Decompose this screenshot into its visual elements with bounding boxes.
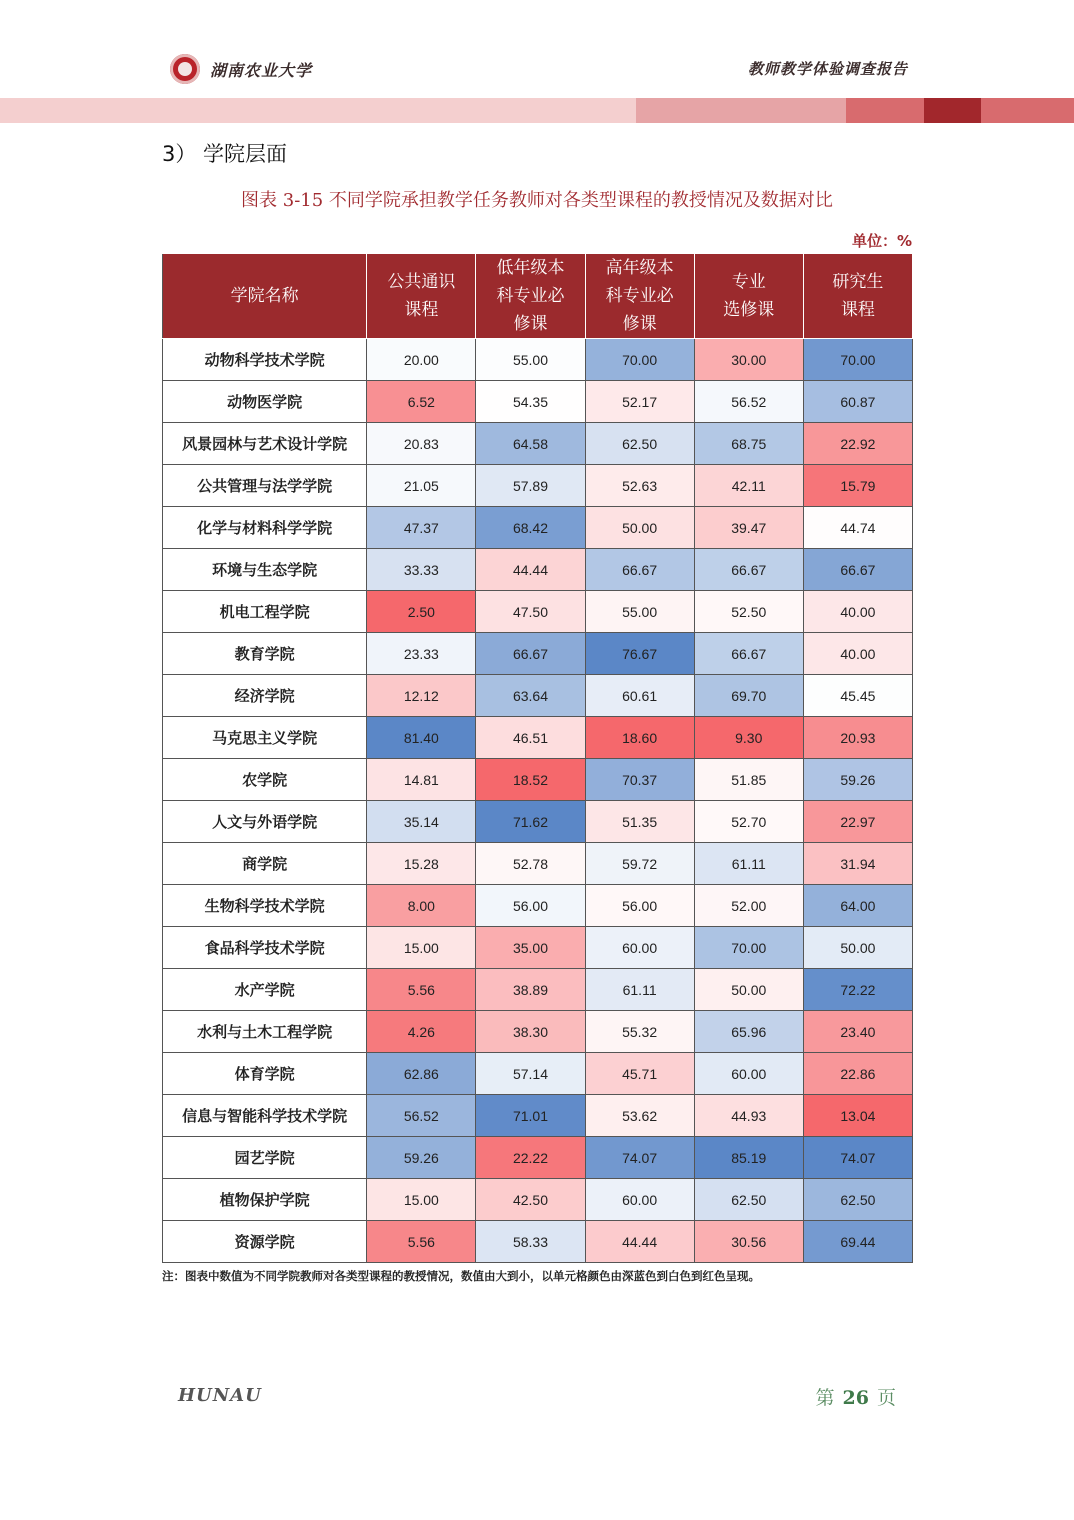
university-logo-icon (170, 54, 200, 84)
value-cell: 52.00 (694, 885, 803, 927)
college-name-cell: 教育学院 (163, 633, 367, 675)
value-cell: 64.00 (803, 885, 912, 927)
value-cell: 22.97 (803, 801, 912, 843)
value-cell: 23.33 (367, 633, 476, 675)
value-cell: 74.07 (803, 1137, 912, 1179)
value-cell: 68.42 (476, 507, 585, 549)
value-cell: 70.00 (694, 927, 803, 969)
value-cell: 44.93 (694, 1095, 803, 1137)
table-row (163, 381, 913, 423)
table-row (163, 969, 913, 1011)
value-cell: 9.30 (694, 717, 803, 759)
value-cell: 62.50 (585, 423, 694, 465)
value-cell: 15.28 (367, 843, 476, 885)
value-cell: 66.67 (476, 633, 585, 675)
college-name-cell: 生物科学技术学院 (163, 885, 367, 927)
value-cell: 62.50 (694, 1179, 803, 1221)
header-band-segment (0, 98, 636, 123)
value-cell: 35.00 (476, 927, 585, 969)
value-cell: 53.62 (585, 1095, 694, 1137)
heatmap-table (162, 253, 913, 1263)
value-cell: 5.56 (367, 969, 476, 1011)
college-name-cell: 植物保护学院 (163, 1179, 367, 1221)
table-caption: 图表 3-15 不同学院承担教学任务教师对各类型课程的教授情况及数据对比 (241, 190, 833, 211)
value-cell: 45.71 (585, 1053, 694, 1095)
table-row (163, 759, 913, 801)
report-title: 教师教学体验调查报告 (747, 60, 908, 78)
page-header (0, 0, 1074, 125)
table-row (163, 1221, 913, 1263)
value-cell: 15.00 (367, 1179, 476, 1221)
value-cell: 63.64 (476, 675, 585, 717)
table-row (163, 885, 913, 927)
value-cell: 52.78 (476, 843, 585, 885)
college-name-cell: 水产学院 (163, 969, 367, 1011)
value-cell: 15.79 (803, 465, 912, 507)
value-cell: 5.56 (367, 1221, 476, 1263)
value-cell: 60.87 (803, 381, 912, 423)
value-cell: 70.00 (803, 339, 912, 381)
value-cell: 85.19 (694, 1137, 803, 1179)
value-cell: 4.26 (367, 1011, 476, 1053)
college-name-cell: 动物医学院 (163, 381, 367, 423)
header-band-segment (924, 98, 981, 123)
table-body (163, 339, 913, 1263)
value-cell: 71.01 (476, 1095, 585, 1137)
value-cell: 38.89 (476, 969, 585, 1011)
value-cell: 46.51 (476, 717, 585, 759)
table-row (163, 507, 913, 549)
value-cell: 52.63 (585, 465, 694, 507)
value-cell: 42.11 (694, 465, 803, 507)
table-row (163, 465, 913, 507)
value-cell: 60.00 (585, 1179, 694, 1221)
value-cell: 23.40 (803, 1011, 912, 1053)
value-cell: 45.45 (803, 675, 912, 717)
value-cell: 57.14 (476, 1053, 585, 1095)
value-cell: 30.00 (694, 339, 803, 381)
table-row (163, 423, 913, 465)
value-cell: 69.70 (694, 675, 803, 717)
table-row (163, 675, 913, 717)
value-cell: 20.00 (367, 339, 476, 381)
value-cell: 40.00 (803, 633, 912, 675)
value-cell: 20.83 (367, 423, 476, 465)
value-cell: 50.00 (585, 507, 694, 549)
unit-label: 单位：% (851, 232, 912, 250)
value-cell: 30.56 (694, 1221, 803, 1263)
value-cell: 66.67 (585, 549, 694, 591)
value-cell: 52.70 (694, 801, 803, 843)
college-name-cell: 马克思主义学院 (163, 717, 367, 759)
college-name-cell: 动物科学技术学院 (163, 339, 367, 381)
value-cell: 56.52 (367, 1095, 476, 1137)
value-cell: 14.81 (367, 759, 476, 801)
college-name-cell: 商学院 (163, 843, 367, 885)
college-name-cell: 体育学院 (163, 1053, 367, 1095)
header-band-segment (981, 98, 1074, 123)
table-row (163, 633, 913, 675)
table-row (163, 549, 913, 591)
college-name-cell: 公共管理与法学学院 (163, 465, 367, 507)
value-cell: 56.00 (476, 885, 585, 927)
value-cell: 74.07 (585, 1137, 694, 1179)
value-cell: 52.50 (694, 591, 803, 633)
value-cell: 22.92 (803, 423, 912, 465)
header-band-segment (846, 98, 924, 123)
value-cell: 55.00 (476, 339, 585, 381)
value-cell: 44.44 (476, 549, 585, 591)
value-cell: 70.37 (585, 759, 694, 801)
value-cell: 44.74 (803, 507, 912, 549)
college-name-cell: 园艺学院 (163, 1137, 367, 1179)
value-cell: 56.52 (694, 381, 803, 423)
college-name-cell: 资源学院 (163, 1221, 367, 1263)
value-cell: 8.00 (367, 885, 476, 927)
table-row (163, 927, 913, 969)
value-cell: 81.40 (367, 717, 476, 759)
value-cell: 71.62 (476, 801, 585, 843)
value-cell: 20.93 (803, 717, 912, 759)
value-cell: 66.67 (694, 549, 803, 591)
value-cell: 64.58 (476, 423, 585, 465)
table-row (163, 1179, 913, 1221)
college-name-cell: 经济学院 (163, 675, 367, 717)
value-cell: 72.22 (803, 969, 912, 1011)
column-header: 高年级本 科专业必 修课 (585, 254, 694, 339)
value-cell: 15.00 (367, 927, 476, 969)
college-name-cell: 农学院 (163, 759, 367, 801)
column-header: 研究生 课程 (803, 254, 912, 339)
column-header: 专业 选修课 (694, 254, 803, 339)
college-name-cell: 机电工程学院 (163, 591, 367, 633)
value-cell: 38.30 (476, 1011, 585, 1053)
college-name-cell: 环境与生态学院 (163, 549, 367, 591)
value-cell: 22.22 (476, 1137, 585, 1179)
value-cell: 56.00 (585, 885, 694, 927)
value-cell: 33.33 (367, 549, 476, 591)
value-cell: 35.14 (367, 801, 476, 843)
value-cell: 60.00 (694, 1053, 803, 1095)
value-cell: 22.86 (803, 1053, 912, 1095)
column-header: 学院名称 (163, 254, 367, 339)
value-cell: 58.33 (476, 1221, 585, 1263)
table-row (163, 591, 913, 633)
table-row (163, 1053, 913, 1095)
value-cell: 55.32 (585, 1011, 694, 1053)
college-name-cell: 信息与智能科学技术学院 (163, 1095, 367, 1137)
college-name-cell: 化学与材料科学学院 (163, 507, 367, 549)
value-cell: 60.61 (585, 675, 694, 717)
page-number-value: 26 (842, 1387, 869, 1409)
table-row (163, 1137, 913, 1179)
value-cell: 50.00 (694, 969, 803, 1011)
value-cell: 44.44 (585, 1221, 694, 1263)
table-row (163, 801, 913, 843)
page-suffix: 页 (876, 1387, 896, 1409)
college-name-cell: 食品科学技术学院 (163, 927, 367, 969)
value-cell: 47.37 (367, 507, 476, 549)
value-cell: 65.96 (694, 1011, 803, 1053)
value-cell: 57.89 (476, 465, 585, 507)
value-cell: 2.50 (367, 591, 476, 633)
section-title: 3） 学院层面 (162, 142, 288, 166)
college-name-cell: 风景园林与艺术设计学院 (163, 423, 367, 465)
value-cell: 66.67 (694, 633, 803, 675)
value-cell: 61.11 (694, 843, 803, 885)
table-note: 注：图表中数值为不同学院教师对各类型课程的教授情况，数值由大到小，以单元格颜色由深蓝色到白色到红色呈现。 (162, 1269, 760, 1283)
college-name-cell: 人文与外语学院 (163, 801, 367, 843)
value-cell: 6.52 (367, 381, 476, 423)
value-cell: 59.26 (803, 759, 912, 801)
table-row (163, 717, 913, 759)
value-cell: 62.50 (803, 1179, 912, 1221)
value-cell: 70.00 (585, 339, 694, 381)
table-row (163, 1095, 913, 1137)
page-number (816, 1383, 896, 1410)
value-cell: 68.75 (694, 423, 803, 465)
table-row (163, 339, 913, 381)
value-cell: 42.50 (476, 1179, 585, 1221)
value-cell: 18.60 (585, 717, 694, 759)
value-cell: 59.26 (367, 1137, 476, 1179)
value-cell: 52.17 (585, 381, 694, 423)
university-name: 湖南农业大学 (210, 61, 313, 80)
value-cell: 76.67 (585, 633, 694, 675)
value-cell: 62.86 (367, 1053, 476, 1095)
footer-logo: HUNAU (178, 1385, 262, 1406)
value-cell: 21.05 (367, 465, 476, 507)
value-cell: 31.94 (803, 843, 912, 885)
value-cell: 55.00 (585, 591, 694, 633)
column-header: 公共通识 课程 (367, 254, 476, 339)
value-cell: 59.72 (585, 843, 694, 885)
value-cell: 12.12 (367, 675, 476, 717)
header-band-segment (636, 98, 846, 123)
value-cell: 47.50 (476, 591, 585, 633)
value-cell: 66.67 (803, 549, 912, 591)
value-cell: 69.44 (803, 1221, 912, 1263)
college-name-cell: 水利与土木工程学院 (163, 1011, 367, 1053)
table-row (163, 1011, 913, 1053)
value-cell: 51.35 (585, 801, 694, 843)
table-header-row (163, 254, 913, 339)
value-cell: 61.11 (585, 969, 694, 1011)
value-cell: 51.85 (694, 759, 803, 801)
table-row (163, 843, 913, 885)
value-cell: 54.35 (476, 381, 585, 423)
value-cell: 50.00 (803, 927, 912, 969)
value-cell: 13.04 (803, 1095, 912, 1137)
value-cell: 18.52 (476, 759, 585, 801)
column-header: 低年级本 科专业必 修课 (476, 254, 585, 339)
value-cell: 39.47 (694, 507, 803, 549)
page-prefix: 第 (815, 1387, 835, 1409)
value-cell: 60.00 (585, 927, 694, 969)
value-cell: 40.00 (803, 591, 912, 633)
